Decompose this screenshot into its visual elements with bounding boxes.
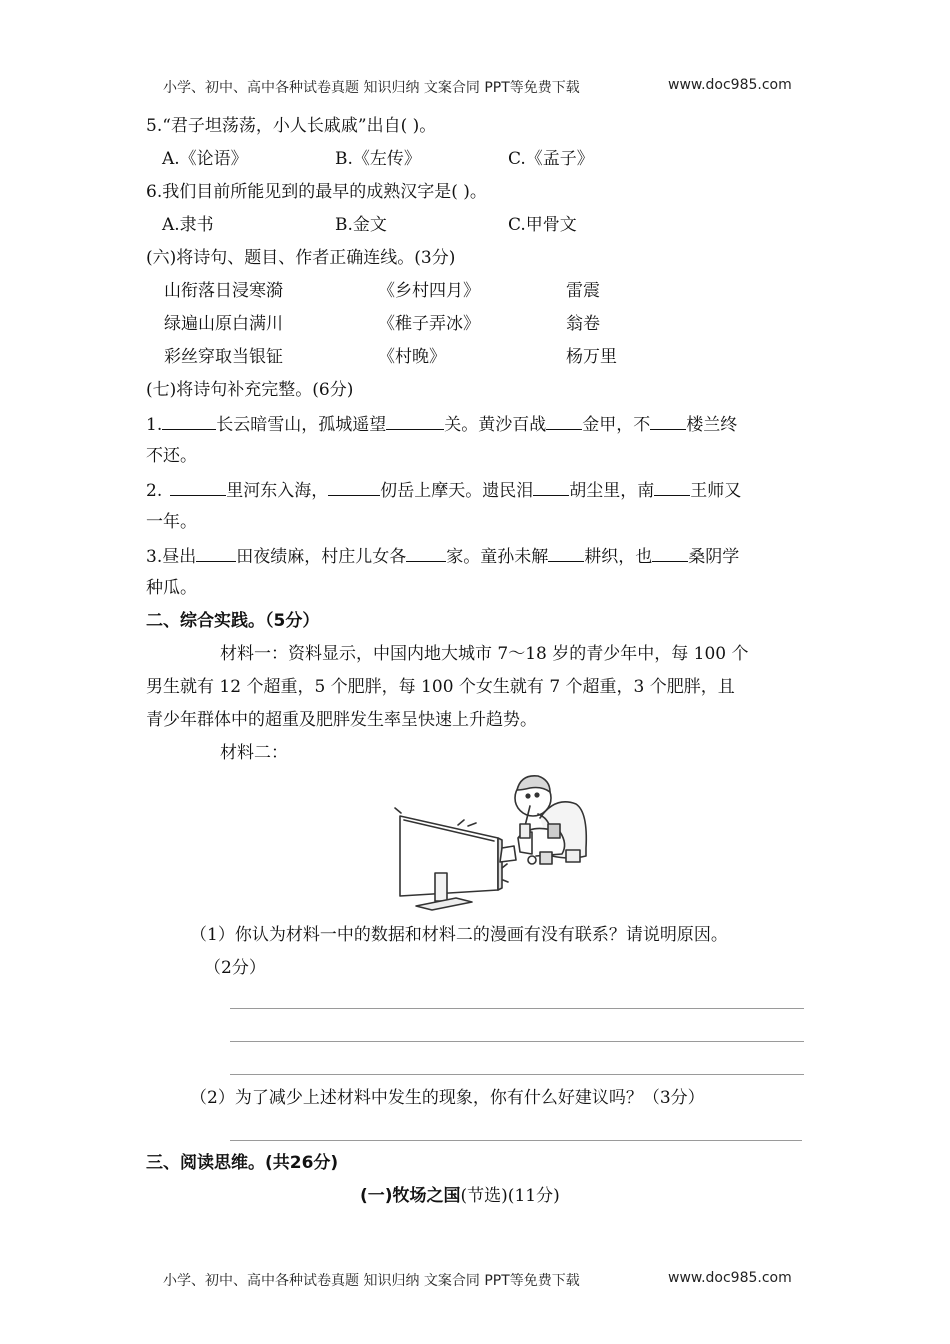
question-2-1: （1）你认为材料一中的数据和材料二的漫画有没有联系？请说明原因。: [190, 925, 728, 945]
poem-title: 《乡村四月》: [378, 281, 480, 301]
footer-url: www.doc985.com: [668, 1270, 792, 1286]
fill-poem-1-cont: 不还。: [146, 446, 197, 466]
fill-poem-3: 3.昼出 田夜绩麻，村庄儿女各 家。童孙未解 耕织，也 桑阴学: [146, 547, 740, 567]
q5-option-c: C.《孟子》: [508, 149, 594, 169]
fill-poem-1: 1. 长云暗雪山，孤城遥望 关。黄沙百战 金甲，不 楼兰终: [146, 415, 738, 435]
poem-line: 彩丝穿取当银钲: [164, 347, 283, 367]
section-6-title: (六)将诗句、题目、作者正确连线。(3分): [146, 248, 456, 268]
fill-blank[interactable]: [406, 547, 446, 562]
header-url: www.doc985.com: [668, 77, 792, 93]
answer-line[interactable]: [230, 1074, 804, 1075]
fill-poem-2-cont: 一年。: [146, 512, 197, 532]
fill-blank[interactable]: [533, 481, 569, 496]
answer-line[interactable]: [230, 1041, 804, 1042]
question-2-1-score: （2分）: [204, 958, 266, 978]
fill-blank[interactable]: [328, 481, 380, 496]
q5-option-b: B.《左传》: [335, 149, 421, 169]
fill-blank[interactable]: [386, 415, 444, 430]
fill-poem-3-cont: 种瓜。: [146, 578, 197, 598]
fill-blank[interactable]: [196, 547, 236, 562]
fill-blank[interactable]: [654, 481, 690, 496]
question-6: 6.我们目前所能见到的最早的成熟汉字是( )。: [146, 182, 487, 202]
poem-author: 杨万里: [566, 347, 617, 367]
fill-poem-2: 2. 里河东入海， 仞岳上摩天。遗民泪 胡尘里，南 王师又: [146, 481, 742, 501]
part-3-title: 三、阅读思维。(共26分): [146, 1153, 339, 1173]
poem-title: 《稚子弄冰》: [378, 314, 480, 334]
question-2-2: （2）为了减少上述材料中发生的现象，你有什么好建议吗？（3分）: [190, 1088, 705, 1108]
poem-author: 翁卷: [566, 314, 600, 334]
header-text: 小学、初中、高中各种试卷真题 知识归纳 文案合同 PPT等免费下载: [163, 80, 580, 96]
poem-line: 山衔落日浸寒漪: [164, 281, 283, 301]
cartoon-boy-watching-tv-illustration: [390, 768, 600, 918]
fill-blank[interactable]: [548, 547, 584, 562]
material-1-line: 男生就有 12 个超重，5 个肥胖，每 100 个女生就有 7 个超重，3 个肥胖，且: [146, 677, 735, 697]
poem-author: 雷震: [566, 281, 600, 301]
material-2-label: 材料二：: [220, 743, 288, 763]
part-2-title: 二、综合实践。（5分）: [146, 611, 320, 631]
fill-blank[interactable]: [546, 415, 582, 430]
poem-line: 绿遍山原白满川: [164, 314, 283, 334]
section-7-title: (七)将诗句补充完整。(6分): [146, 380, 354, 400]
answer-line[interactable]: [230, 1140, 802, 1141]
poem-title: 《村晚》: [378, 347, 446, 367]
material-1-line: 材料一：资料显示，中国内地大城市 7～18 岁的青少年中，每 100 个: [220, 644, 749, 664]
q6-option-a: A.隶书: [162, 215, 214, 235]
fill-blank[interactable]: [162, 415, 216, 430]
fill-blank[interactable]: [170, 481, 226, 496]
footer-text: 小学、初中、高中各种试卷真题 知识归纳 文案合同 PPT等免费下载: [163, 1273, 580, 1289]
q6-option-c: C.甲骨文: [508, 215, 577, 235]
fill-blank[interactable]: [652, 547, 688, 562]
material-1-line: 青少年群体中的超重及肥胖发生率呈快速上升趋势。: [146, 710, 537, 730]
reading-title: (一)牧场之国(节选)(11分): [360, 1186, 560, 1206]
answer-line[interactable]: [230, 1008, 804, 1009]
question-5: 5.“君子坦荡荡，小人长戚戚”出自( )。: [146, 116, 437, 136]
q6-option-b: B.金文: [335, 215, 387, 235]
fill-blank[interactable]: [650, 415, 686, 430]
q5-option-a: A.《论语》: [162, 149, 248, 169]
